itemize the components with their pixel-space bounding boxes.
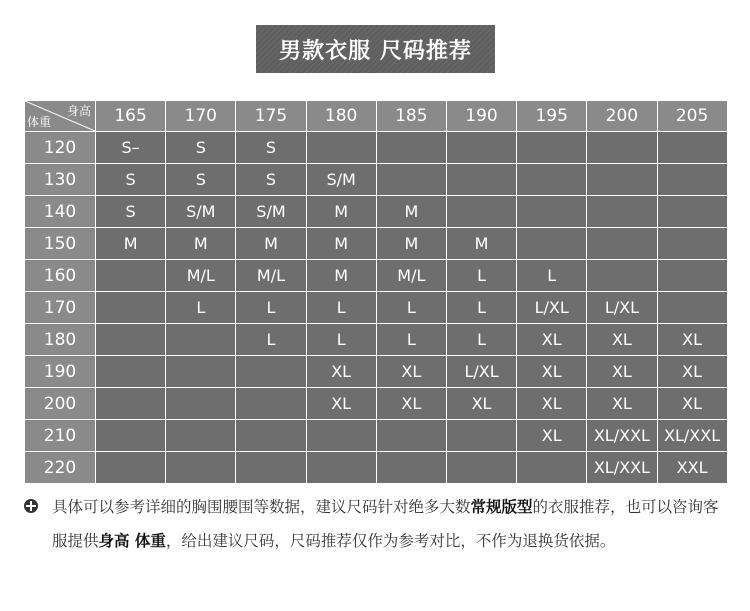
size-cell bbox=[376, 452, 446, 484]
weight-header-cell: 180 bbox=[25, 324, 96, 356]
size-cell bbox=[96, 452, 166, 484]
size-cell bbox=[236, 420, 306, 452]
size-cell bbox=[517, 228, 587, 260]
table-row bbox=[25, 132, 728, 164]
note-text-2: 的衣服推荐，也可以咨询客服提供 bbox=[52, 498, 719, 550]
size-cell: XL bbox=[446, 388, 516, 420]
size-cell: S bbox=[236, 164, 306, 196]
size-cell bbox=[446, 164, 516, 196]
size-cell: L bbox=[236, 292, 306, 324]
size-cell bbox=[587, 260, 657, 292]
bullet-icon bbox=[24, 499, 38, 513]
size-cell bbox=[517, 164, 587, 196]
weight-header-cell: 120 bbox=[25, 132, 96, 164]
table-row bbox=[25, 388, 728, 420]
size-cell: M/L bbox=[376, 260, 446, 292]
height-header-cell: 175 bbox=[236, 101, 306, 132]
weight-header-cell: 130 bbox=[25, 164, 96, 196]
size-cell: M/L bbox=[236, 260, 306, 292]
size-cell: M bbox=[236, 228, 306, 260]
weight-header-cell: 220 bbox=[25, 452, 96, 484]
weight-header-cell: 210 bbox=[25, 420, 96, 452]
height-header-cell: 185 bbox=[376, 101, 446, 132]
size-cell: S bbox=[96, 196, 166, 228]
weight-header-cell: 200 bbox=[25, 388, 96, 420]
size-cell: XL/XXL bbox=[587, 420, 657, 452]
size-cell bbox=[376, 132, 446, 164]
size-cell: M bbox=[306, 260, 376, 292]
table-row bbox=[25, 356, 728, 388]
size-cell: M bbox=[306, 196, 376, 228]
size-cell: L bbox=[166, 292, 236, 324]
weight-header-cell: 140 bbox=[25, 196, 96, 228]
size-cell bbox=[96, 260, 166, 292]
table-row bbox=[25, 196, 728, 228]
size-cell bbox=[587, 132, 657, 164]
size-cell: XL/XXL bbox=[657, 420, 727, 452]
size-cell bbox=[306, 132, 376, 164]
size-cell bbox=[657, 228, 727, 260]
corner-height-label: 身高 bbox=[66, 104, 91, 118]
page-title: 男款衣服 尺码推荐 bbox=[256, 25, 495, 73]
header-row bbox=[25, 101, 728, 132]
size-cell bbox=[587, 164, 657, 196]
size-cell: S bbox=[236, 132, 306, 164]
size-cell bbox=[446, 196, 516, 228]
size-cell: XL bbox=[587, 388, 657, 420]
size-cell: XL bbox=[376, 388, 446, 420]
table-row bbox=[25, 228, 728, 260]
weight-header-cell: 150 bbox=[25, 228, 96, 260]
size-cell bbox=[517, 132, 587, 164]
height-header-cell: 205 bbox=[657, 101, 727, 132]
size-cell: M bbox=[96, 228, 166, 260]
corner-cell bbox=[25, 101, 96, 132]
size-cell: S bbox=[166, 164, 236, 196]
size-cell bbox=[166, 420, 236, 452]
size-cell: M bbox=[376, 228, 446, 260]
size-cell bbox=[587, 228, 657, 260]
size-cell: XL bbox=[657, 388, 727, 420]
weight-header-cell: 160 bbox=[25, 260, 96, 292]
size-cell bbox=[517, 452, 587, 484]
note-bold-regular-fit: 常规版型 bbox=[470, 498, 533, 516]
size-cell bbox=[657, 292, 727, 324]
size-cell: XL bbox=[587, 356, 657, 388]
size-cell bbox=[376, 420, 446, 452]
size-cell: L/XL bbox=[517, 292, 587, 324]
height-header-cell: 180 bbox=[306, 101, 376, 132]
size-cell bbox=[376, 164, 446, 196]
table-row bbox=[25, 452, 728, 484]
size-cell: L bbox=[306, 324, 376, 356]
table-row bbox=[25, 420, 728, 452]
size-cell: XL/XXL bbox=[587, 452, 657, 484]
size-cell bbox=[657, 132, 727, 164]
size-cell bbox=[236, 356, 306, 388]
size-cell: L/XL bbox=[446, 356, 516, 388]
size-cell: XL bbox=[517, 388, 587, 420]
size-cell bbox=[587, 196, 657, 228]
size-chart-table bbox=[24, 100, 728, 484]
size-cell: M bbox=[306, 228, 376, 260]
size-cell: S/M bbox=[166, 196, 236, 228]
size-cell: M bbox=[446, 228, 516, 260]
size-cell: S bbox=[166, 132, 236, 164]
note-text bbox=[24, 490, 724, 558]
size-cell bbox=[306, 420, 376, 452]
size-cell: L bbox=[446, 260, 516, 292]
size-cell: S– bbox=[96, 132, 166, 164]
note-text-3: ，给出建议尺码，尺码推荐仅作为参考对比，不作为退换货依据。 bbox=[165, 532, 616, 550]
size-cell bbox=[657, 164, 727, 196]
table-row bbox=[25, 164, 728, 196]
height-header-cell: 190 bbox=[446, 101, 516, 132]
table-row bbox=[25, 324, 728, 356]
size-cell: XL bbox=[376, 356, 446, 388]
size-cell: L bbox=[446, 324, 516, 356]
note-bold-height-weight: 身高 体重 bbox=[98, 532, 166, 550]
size-cell bbox=[657, 260, 727, 292]
weight-header-cell: 170 bbox=[25, 292, 96, 324]
size-cell bbox=[166, 452, 236, 484]
size-cell: XL bbox=[587, 324, 657, 356]
size-cell: L bbox=[517, 260, 587, 292]
height-header-cell: 170 bbox=[166, 101, 236, 132]
size-cell bbox=[166, 356, 236, 388]
table-row bbox=[25, 260, 728, 292]
size-cell: M bbox=[376, 196, 446, 228]
height-header-cell: 165 bbox=[96, 101, 166, 132]
weight-header-cell: 190 bbox=[25, 356, 96, 388]
size-cell: L bbox=[306, 292, 376, 324]
size-cell: XL bbox=[657, 356, 727, 388]
size-cell: XL bbox=[306, 356, 376, 388]
size-cell bbox=[96, 388, 166, 420]
size-cell: S/M bbox=[236, 196, 306, 228]
table-row bbox=[25, 292, 728, 324]
size-cell: L bbox=[446, 292, 516, 324]
size-cell bbox=[446, 452, 516, 484]
size-cell bbox=[96, 292, 166, 324]
size-cell bbox=[446, 420, 516, 452]
recommendation-note bbox=[24, 490, 724, 558]
corner-weight-label: 体重 bbox=[27, 115, 52, 129]
size-cell: L/XL bbox=[587, 292, 657, 324]
size-cell bbox=[96, 324, 166, 356]
note-text-1: 具体可以参考详细的胸围腰围等数据，建议尺码针对绝多大数 bbox=[52, 498, 471, 516]
size-cell: M/L bbox=[166, 260, 236, 292]
size-cell: L bbox=[376, 292, 446, 324]
size-cell bbox=[306, 452, 376, 484]
height-header-cell: 200 bbox=[587, 101, 657, 132]
size-cell bbox=[96, 356, 166, 388]
size-cell: XL bbox=[657, 324, 727, 356]
size-cell: M bbox=[166, 228, 236, 260]
size-cell: S bbox=[96, 164, 166, 196]
size-cell bbox=[657, 196, 727, 228]
size-cell: XL bbox=[306, 388, 376, 420]
size-cell bbox=[166, 388, 236, 420]
height-header-cell: 195 bbox=[517, 101, 587, 132]
size-cell bbox=[96, 420, 166, 452]
size-cell bbox=[166, 324, 236, 356]
size-cell: XXL bbox=[657, 452, 727, 484]
size-cell: XL bbox=[517, 356, 587, 388]
size-cell bbox=[517, 196, 587, 228]
size-cell: L bbox=[376, 324, 446, 356]
size-cell: XL bbox=[517, 420, 587, 452]
size-cell bbox=[236, 388, 306, 420]
size-cell: L bbox=[236, 324, 306, 356]
size-cell bbox=[446, 132, 516, 164]
size-cell: S/M bbox=[306, 164, 376, 196]
size-cell: XL bbox=[517, 324, 587, 356]
size-cell bbox=[236, 452, 306, 484]
